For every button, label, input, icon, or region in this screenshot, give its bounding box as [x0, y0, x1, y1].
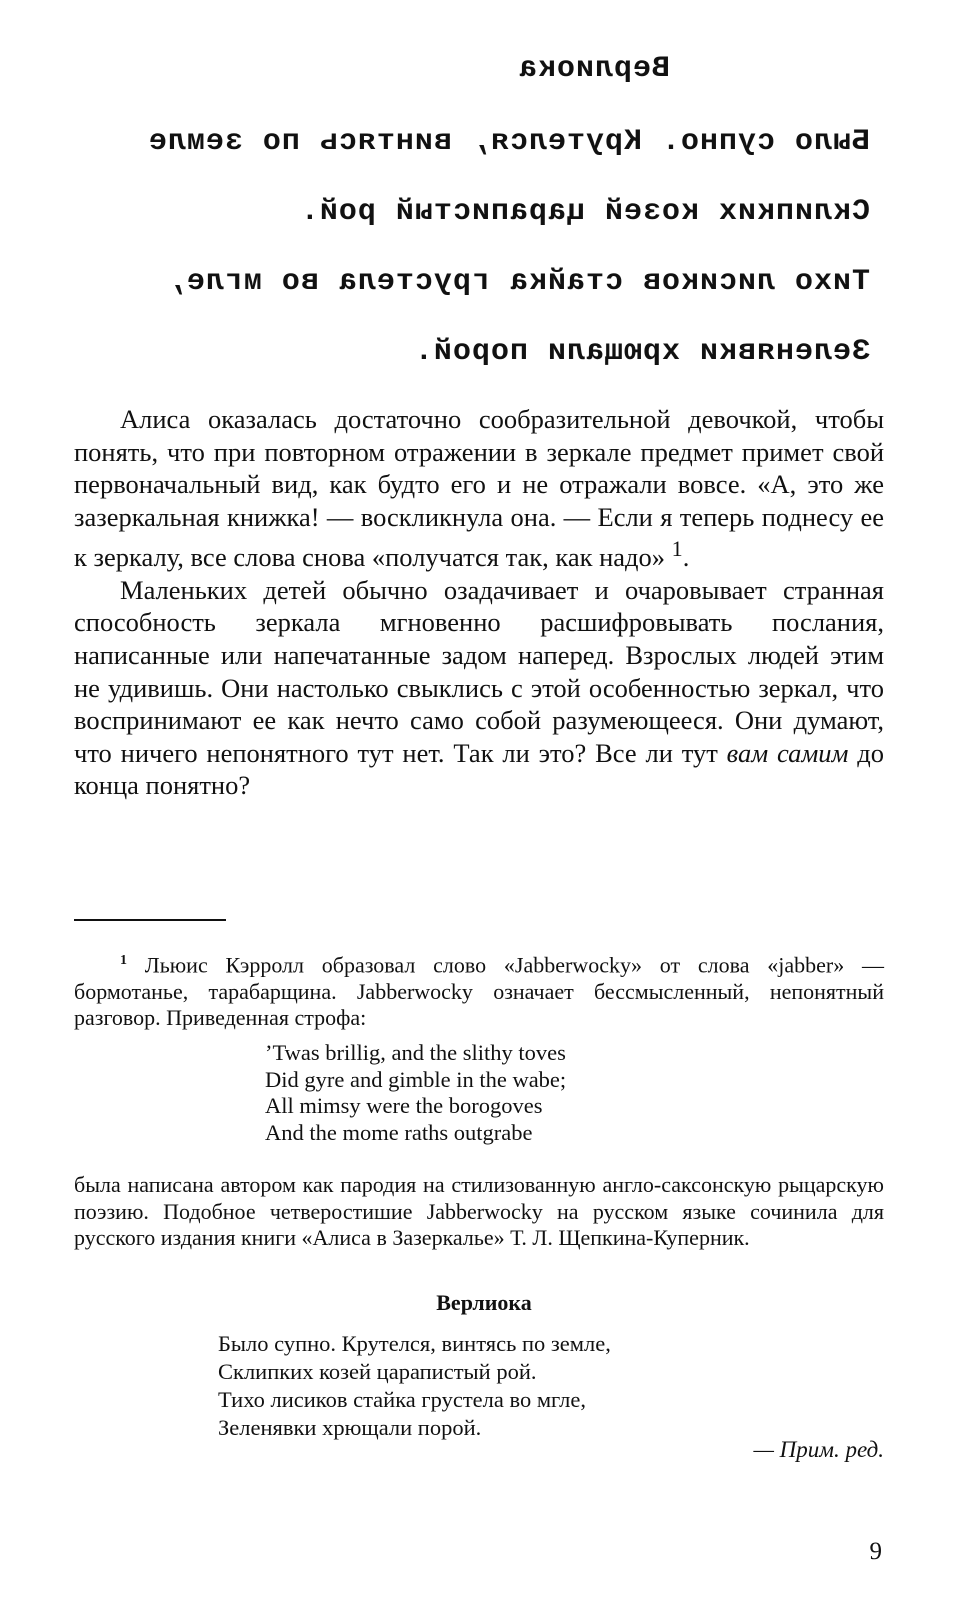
paragraph: Алиса оказалась достаточно сообразительной девочкой, чтобы понять, что при повторном отражении в зеркале предмет примет свой первоначальный вид, как будто его и не отражали вовсе. «А, это же зазеркальная книжка! — воскликнула она. — Если я теперь поднесу ее к зеркалу, все слова снова «получатся так, как надо» $^1$. — [74, 404, 884, 573]
footnote-text: Льюис Кэрролл образовал слово «Jabberwocky» от слова «jabber» — бормотанье, тарабарщина. Jabberwocky означает бессмысленный, непонятный разговор. Приведенная строфа: — [74, 952, 884, 1031]
mirrored-poem-line: Склипких козей царапистый рой. — [299, 195, 870, 229]
poem-line: Было супно. Крутелся, винтясь по земле, — [218, 1331, 611, 1356]
emphasis: вам самим — [726, 737, 849, 768]
footnote-divider — [74, 919, 226, 921]
page-number: 9 — [869, 1538, 882, 1565]
poem-line: All mimsy were the borogoves — [265, 1093, 543, 1118]
english-poem — [265, 1040, 566, 1146]
main-text — [74, 403, 884, 802]
poem-line: Did gyre and gimble in the wabe; — [265, 1066, 567, 1092]
russian-poem — [218, 1330, 611, 1442]
editor-note: — Прим. ред. — [753, 1437, 884, 1462]
paragraph: Маленьких детей обычно озадачивает и очаровывает странная способность зеркала мгновенно расшифровывать послания, написанные или напечатанные задом наперед. Взрослых людей этим не удивишь. Они настолько свыклись с этой особенностью зеркал, что воспринимают ее как нечто само собой разумеющееся. Они думают, что ничего непонятного тут нет. Так ли это? Все ли тут вам самим до конца понятно? — [74, 574, 884, 801]
footnote-marker: 1 — [120, 953, 127, 968]
russian-poem-title: Верлиока — [436, 1290, 532, 1315]
poem-line: Зеленявки хрющали порой. — [218, 1415, 482, 1440]
footnote-continuation: была написана автором как пародия на стилизованную англо-саксонскую рыцарскую поэзию. Подобное четверостишие Jabberwocky на русском языке сочинила для русского издания книги «Алиса в Зазеркалье» Т. Л. Щепкина-Куперник. — [74, 1172, 884, 1250]
mirrored-poem-line: Зеленявки хрющали порой. — [413, 335, 870, 369]
mirrored-poem-title: Верлиока — [517, 52, 670, 86]
poem-line: ’Twas brillig, and the slithy toves — [265, 1040, 566, 1065]
poem-line: Тихо лисиков стайка грустела во мгле, — [218, 1387, 586, 1412]
footnote — [74, 948, 884, 1032]
mirrored-poem-line: Было супно. Крутелся, винтясь по земле — [147, 125, 870, 159]
footnote-ref: 1 — [671, 536, 683, 562]
poem-line: Склипких козей царапистый рой. — [218, 1359, 537, 1384]
poem-line: And the mome raths outgrabe — [265, 1119, 533, 1145]
mirrored-poem-line: Тихо лисиков стайка грустела во мгле, — [166, 265, 870, 299]
